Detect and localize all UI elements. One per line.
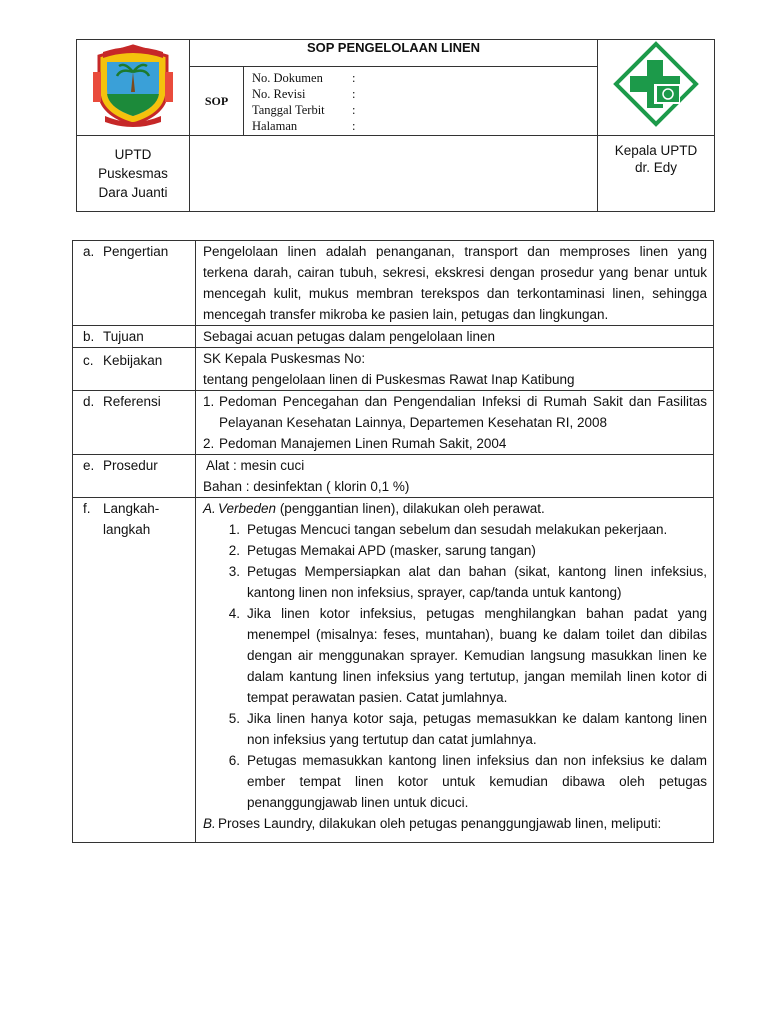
- list-item: 3. Petugas Mempersiapkan alat dan bahan (sikat, kantong linen infeksius, kantong linen non infeksius, sprayer, cap/tanda untuk kantong): [228, 564, 707, 600]
- section-a: A. Verbeden (penggantian linen), dilakukan oleh perawat.: [203, 501, 545, 516]
- list-item: 4. Jika linen kotor infeksius, petugas menghilangkan bahan padat yang menempel (misalnya: feses, muntahan), buang ke dalam toilet dan dibilas dengan air menggunakan sprayer. Kemudian langsung masukkan linen ke dalam kantung linen infeksius yang tertutup, jangan memilah linen kotor di tempat perawatan pasien. Catat jumlahnya.: [228, 606, 707, 705]
- row-prosedur: e. Prosedur Alat : mesin cuci Bahan : desinfektan ( klorin 0,1 %): [73, 455, 714, 498]
- list-item: 6. Petugas memasukkan kantong linen infeksius dan non infeksius ke dalam ember tempat linen kotor untuk kemudian dibawa oleh petugas penanggungjawab linen untuk dicuci.: [228, 753, 707, 810]
- tujuan-text: Sebagai acuan petugas dalam pengelolaan linen: [196, 326, 714, 348]
- pengertian-text: Pengelolaan linen adalah penanganan, transport dan memproses linen yang terkena darah, cairan tubuh, sekresi, ekskresi dengan prosedur yang benar untuk mencegah kulit, mukus membran terekspos dan terkontaminasi linen, sehingga mencegah transfer mikroba ke pasien lain, petugas dan lingkungan.: [196, 241, 714, 326]
- organization-name: UPTD Puskesmas Dara Juanti: [77, 136, 190, 212]
- puskesmas-cross-icon: [610, 40, 702, 130]
- header-table: [76, 39, 715, 212]
- referensi-list: [196, 391, 714, 455]
- list-item: 5. Jika linen hanya kotor saja, petugas memasukkan ke dalam kantong linen non infeksius yang tertutup dan catat jumlahnya.: [228, 711, 707, 747]
- meta-row: Tanggal Terbit :: [252, 103, 356, 117]
- document-meta: [244, 67, 598, 136]
- prosedur-text: Alat : mesin cuci Bahan : desinfektan ( klorin 0,1 %): [196, 455, 714, 498]
- kebijakan-text: SK Kepala Puskesmas No: tentang pengelolaan linen di Puskesmas Rawat Inap Katibung: [196, 348, 714, 391]
- row-kebijakan: c. Kebijakan SK Kepala Puskesmas No: tentang pengelolaan linen di Puskesmas Rawat Inap Katibung: [73, 348, 714, 391]
- row-tujuan: b. Tujuan Sebagai acuan petugas dalam pengelolaan linen: [73, 326, 714, 348]
- langkah-content: [196, 498, 714, 843]
- meta-row: No. Revisi :: [252, 87, 356, 101]
- district-emblem-icon: [91, 42, 175, 128]
- puskesmas-logo-cell: [598, 40, 715, 136]
- list-item: 1. Pedoman Pencegahan dan Pengendalian Infeksi di Rumah Sakit dan Fasilitas Pelayanan Kesehatan Lainnya, Departemen Kesehatan RI, 2008: [203, 394, 707, 430]
- list-item: 2. Petugas Memakai APD (masker, sarung tangan): [228, 543, 536, 558]
- row-pengertian: a. Pengertian Pengelolaan linen adalah penanganan, transport dan memproses linen yang terkena darah, cairan tubuh, sekresi, ekskresi dengan prosedur yang benar untuk mencegah kulit, mukus membran terekspos dan terkontaminasi linen, sehingga mencegah transfer mikroba ke pasien lain, petugas dan lingkungan.: [73, 241, 714, 326]
- meta-row: Halaman :: [252, 119, 356, 133]
- list-item: 1. Petugas Mencuci tangan sebelum dan sesudah melakukan pekerjaan.: [228, 522, 668, 537]
- document-title: SOP PENGELOLAAN LINEN: [190, 40, 598, 67]
- row-referensi: d. Referensi 1. Pedoman Pencegahan dan Pengendalian Infeksi di Rumah Sakit dan Fasilitas Pelayanan Kesehatan Lainnya, Departemen Kesehatan RI, 2008 2. Pedoman Manajemen Linen Rumah Sakit, 2004: [73, 391, 714, 455]
- meta-row: No. Dokumen :: [252, 71, 356, 85]
- head-of-unit: Kepala UPTD dr. Edy: [598, 136, 715, 212]
- district-logo-cell: [77, 40, 190, 136]
- section-b: B. Proses Laundry, dilakukan oleh petugas penanggungjawab linen, meliputi:: [203, 816, 662, 831]
- sop-label: SOP: [190, 67, 244, 136]
- sop-content-table: [72, 240, 714, 843]
- row-langkah: f. Langkah-langkah A. Verbeden (penggantian linen), dilakukan oleh perawat. 1. Petugas Mencuci tangan sebelum dan sesudah melakukan pekerjaan. 2. Petugas Memakai APD (masker, sarung tangan) 3. Petugas Mempersiapkan alat dan bahan (sikat, kantong linen infeksius, kantong linen non infeksius, sprayer, cap/tanda untuk kantong) 4. Jika linen kotor infeksius, petugas menghilangkan bahan padat yang menempel (misalnya: feses, muntahan), buang ke dalam toilet dan dibilas dengan air menggunakan sprayer. Kemudian langsung masukkan linen ke dalam kantung linen infeksius yang tertutup, jangan memilah linen kotor di tempat perawatan pasien. Catat jumlahnya. 5. Jika linen hanya kotor saja, petugas memasukkan ke dalam kantong linen non infeksius yang tertutup dan catat jumlahnya. 6. Petugas memasukkan kantong linen infeksius dan non infeksius ke dalam ember tempat linen kotor untuk kemudian dibawa oleh petugas penanggungjawab linen untuk dicuci. B. Proses Laundry, dilakukan oleh petugas penanggungjawab linen, meliputi:: [73, 498, 714, 843]
- signature-area: [190, 136, 598, 212]
- list-item: 2. Pedoman Manajemen Linen Rumah Sakit, 2004: [203, 436, 507, 451]
